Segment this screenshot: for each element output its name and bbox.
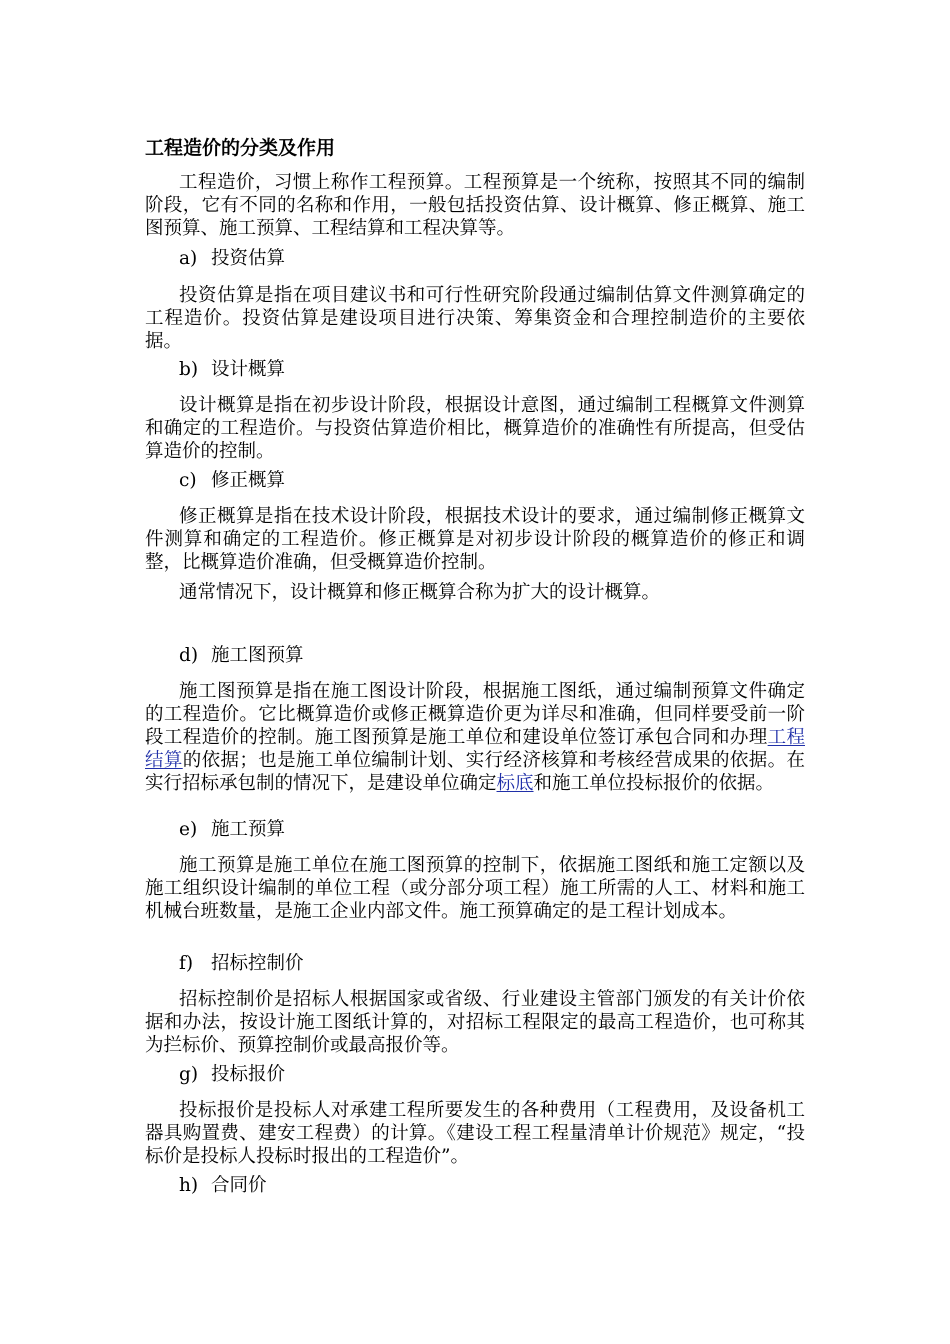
section-marker: f) [179,953,194,974]
section-marker: b) [179,359,199,380]
section-marker: g) [179,1064,199,1085]
section-heading-label: 招标控制价 [211,953,304,974]
section-marker: a) [179,248,198,269]
section-heading-d [179,644,304,668]
section-body-b: 设计概算是指在初步设计阶段，根据设计意图，通过编制工程概算文件测算和确定的工程造价。与投资估算造价相比，概算造价的准确性有所提高，但受估算造价的控制。 [145,395,805,462]
section-marker: h) [179,1175,199,1196]
section-body-d [145,680,805,795]
section-heading-label: 设计概算 [211,359,286,380]
body-text: 施工图预算是指在施工图设计阶段，根据施工图纸，通过编制预算文件确定的工程造价。它比概算造价或修正概算造价更为详尽和准确，但同样要受前一阶段工程造价的控制。施工图预算是施工单位和建设单位签订承包合同和办理 [145,681,805,748]
section-heading-label: 合同价 [211,1175,267,1196]
section-body-f: 招标控制价是招标人根据国家或省级、行业建设主管部门颁发的有关计价依据和办法，按设计施工图纸计算的，对招标工程限定的最高工程造价，也可称其为拦标价、预算控制价或最高报价等。 [145,989,805,1056]
section-heading-e [179,818,285,842]
section-heading-label: 投标报价 [211,1064,286,1085]
section-body-a: 投资估算是指在项目建议书和可行性研究阶段通过编制估算文件测算确定的工程造价。投资估算是建设项目进行决策、筹集资金和合理控制造价的主要依据。 [145,285,805,352]
section-heading-label: 施工图预算 [211,645,304,666]
section-body-e: 施工预算是施工单位在施工图预算的控制下，依据施工图纸和施工定额以及施工组织设计编制的单位工程（或分部分项工程）施工所需的人工、材料和施工机械台班数量，是施工企业内部文件。施工预算确定的是工程计划成本。 [145,855,805,922]
section-heading-f [179,952,304,976]
section-body-g: 投标报价是投标人对承建工程所要发生的各种费用（工程费用，及设备机工器具购置费、建安工程费）的计算。《建设工程工程量清单计价规范》规定，“投标价是投标人投标时报出的工程造价”。 [145,1100,805,1167]
section-heading-b [179,358,285,382]
section-marker: e) [179,819,198,840]
section-heading-h [179,1174,267,1198]
section-marker: d) [179,645,199,666]
section-body-c: 修正概算是指在技术设计阶段，根据技术设计的要求，通过编制修正概算文件测算和确定的工程造价。修正概算是对初步设计阶段的概算造价的修正和调整，比概算造价准确，但受概算造价控制。 [145,506,805,573]
section-heading-label: 施工预算 [211,819,286,840]
body-text: 和施工单位投标报价的依据。 [533,773,775,794]
bid-base-link[interactable]: 标底 [496,773,534,794]
intro-paragraph: 工程造价，习惯上称作工程预算。工程预算是一个统称，按照其不同的编制阶段，它有不同的名称和作用，一般包括投资估算、设计概算、修正概算、施工图预算、施工预算、工程结算和工程决算等。 [145,172,805,239]
engineering-settlement-link[interactable]: 工程结算 [145,727,805,771]
section-heading-label: 修正概算 [211,470,286,491]
document-title: 工程造价的分类及作用 [145,137,336,159]
body-text: 的依据；也是施工单位编制计划、实行经济核算和考核经营成果的依据。在实行招标承包制的情况下，是建设单位确定 [145,750,805,794]
section-heading-g [179,1063,285,1087]
section-heading-a [179,247,285,271]
section-heading-c [179,469,285,493]
section-heading-label: 投资估算 [211,248,286,269]
section-marker: c) [179,470,197,491]
note-paragraph: 通常情况下，设计概算和修正概算合称为扩大的设计概算。 [179,582,661,603]
